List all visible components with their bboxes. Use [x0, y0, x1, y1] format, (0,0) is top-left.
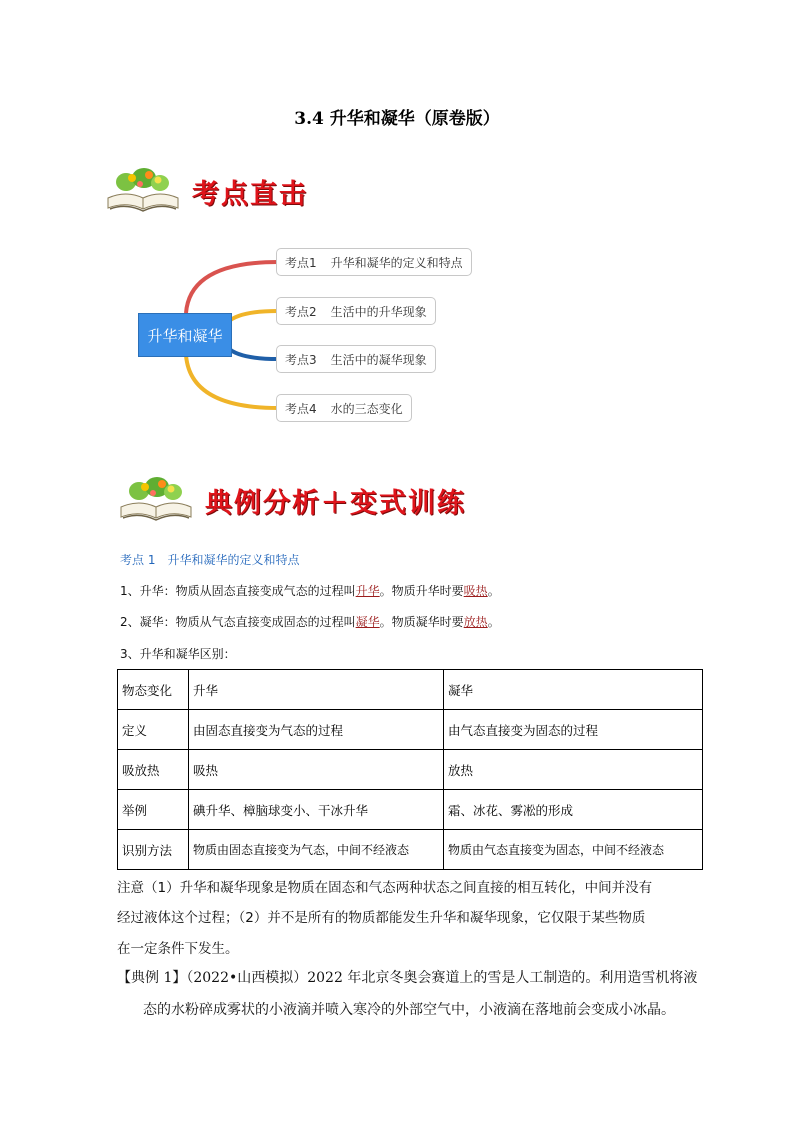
- item-text: 。: [487, 584, 500, 598]
- table-cell: 放热: [444, 750, 703, 790]
- item-difference: 3、升华和凝华区别：: [120, 647, 236, 661]
- comparison-table: [117, 669, 703, 870]
- item-text: 。物质升华时要: [379, 584, 464, 598]
- open-book-flowers-icon: [117, 477, 195, 523]
- note-line-1: 注意（1）升华和凝华现象是物质在固态和气态两种状态之间直接的相互转化，中间并没有: [117, 880, 653, 896]
- table-cell: 物态变化: [118, 670, 189, 710]
- item-deposition: [120, 613, 500, 630]
- knowledge-point-heading: [120, 551, 299, 568]
- table-cell: 碘升华、樟脑球变小、干冰升华: [189, 790, 444, 830]
- mindmap-center-node: 升华和凝华: [138, 313, 232, 357]
- table-cell: 吸热: [189, 750, 444, 790]
- item-text: 1、升华：物质从固态直接变成气态的过程叫: [120, 584, 356, 598]
- banner-text-2: 典例分析＋变式训练: [205, 487, 466, 519]
- item-text: 。: [487, 615, 500, 629]
- table-row: [118, 830, 703, 870]
- branch-num: 考点3: [285, 352, 317, 367]
- table-cell: 由固态直接变为气态的过程: [189, 710, 444, 750]
- branch-num: 考点1: [285, 255, 317, 270]
- item-text: 2、凝华：物质从气态直接变成固态的过程叫: [120, 615, 356, 629]
- answer-blank: 吸热: [463, 584, 488, 598]
- table-cell: 吸放热: [118, 750, 189, 790]
- table-row: [118, 710, 703, 750]
- mindmap-branch-2: [276, 297, 436, 325]
- table-row: [118, 670, 703, 710]
- example-line-1: 【典例 1】（2022•山西模拟）2022 年北京冬奥会赛道上的雪是人工制造的。利用造雪机将液: [117, 970, 698, 986]
- branch-num: 考点2: [285, 304, 317, 319]
- table-cell: 举例: [118, 790, 189, 830]
- mindmap-branch-1: [276, 248, 472, 276]
- table-cell: 物质由固态直接变为气态，中间不经液态: [189, 830, 444, 870]
- note-line-3: 在一定条件下发生。: [117, 941, 239, 957]
- branch-text: 升华和凝华的定义和特点: [330, 255, 463, 270]
- answer-blank: 放热: [463, 615, 488, 629]
- branch-text: 生活中的升华现象: [330, 304, 427, 319]
- mindmap-branch-4: [276, 394, 412, 422]
- page-title: 3.4 升华和凝华（原卷版）: [294, 109, 500, 129]
- note-line-2: 经过液体这个过程；（2）并不是所有的物质都能发生升华和凝华现象，它仅限于某些物质: [117, 910, 646, 926]
- item-text: 。物质凝华时要: [379, 615, 464, 629]
- table-cell: 物质由气态直接变为固态，中间不经液态: [444, 830, 703, 870]
- answer-blank: 升华: [355, 584, 380, 598]
- connector-3: [228, 348, 278, 359]
- section-banner-2: [117, 477, 466, 523]
- kp-num: 考点 1: [120, 553, 156, 567]
- branch-text: 水的三态变化: [330, 401, 403, 416]
- branch-text: 生活中的凝华现象: [330, 352, 427, 367]
- table-cell: 定义: [118, 710, 189, 750]
- banner-text-1: 考点直击: [192, 178, 308, 210]
- item-sublimation: [120, 582, 500, 599]
- table-cell: 霜、冰花、雾凇的形成: [444, 790, 703, 830]
- table-cell: 升华: [189, 670, 444, 710]
- connector-1: [186, 262, 278, 313]
- table-cell: 识别方法: [118, 830, 189, 870]
- answer-blank: 凝华: [355, 615, 380, 629]
- connector-2: [228, 311, 278, 322]
- example-line-2: 态的水粉碎成雾状的小液滴并喷入寒冷的外部空气中，小液滴在落地前会变成小冰晶。: [143, 1002, 675, 1018]
- table-row: [118, 750, 703, 790]
- table-cell: 由气态直接变为固态的过程: [444, 710, 703, 750]
- kp-title: 升华和凝华的定义和特点: [167, 553, 300, 567]
- connector-4: [186, 355, 278, 408]
- table-cell: 凝华: [444, 670, 703, 710]
- table-row: [118, 790, 703, 830]
- branch-num: 考点4: [285, 401, 317, 416]
- mindmap-branch-3: [276, 345, 436, 373]
